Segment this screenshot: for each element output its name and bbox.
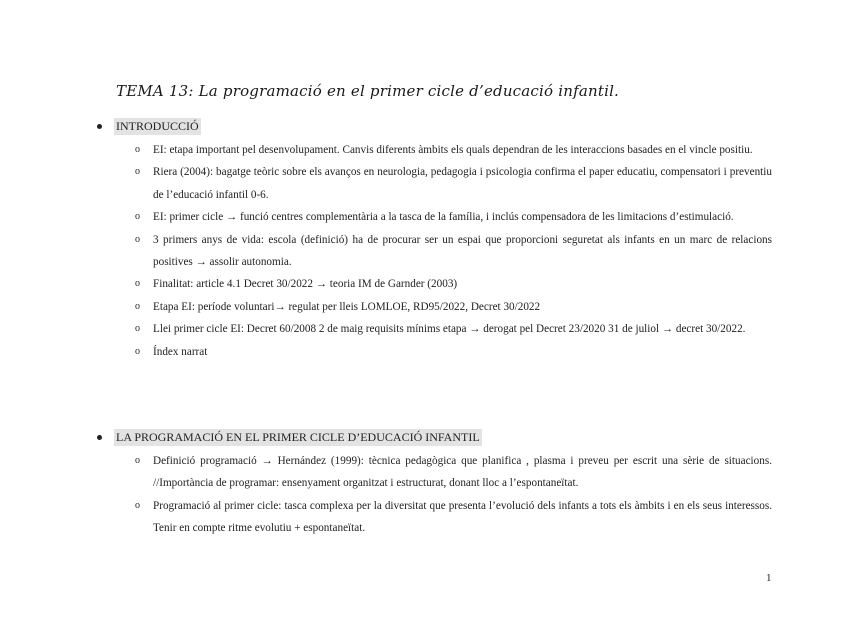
section-heading: INTRODUCCIÓ [116, 118, 199, 133]
page-number: 1 [766, 572, 772, 584]
bullet-icon [97, 435, 102, 440]
section-introduccio [95, 117, 785, 363]
circle-bullet-icon: o [135, 300, 140, 312]
list-item-text: Programació al primer cicle: tasca complexa per la diversitat que presenta l’evolució dels infants a tots els àmbits i en els seus interessos. Tenir en compte ritme evolutiu + espontaneïtat. [153, 499, 772, 535]
list-item-text: Finalitat: article 4.1 Decret 30/2022 → teoria IM de Garnder (2003) [153, 278, 458, 291]
sub-list [95, 139, 785, 363]
page-title: TEMA 13: La programació en el primer cicle d’educació infantil. [116, 82, 620, 100]
list-item [95, 318, 772, 340]
list-item [95, 161, 772, 206]
bullet-icon [97, 124, 102, 129]
circle-bullet-icon: o [135, 211, 140, 223]
list-item-text: Etapa EI: període voluntari→ regulat per lleis LOMLOE, RD95/2022, Decret 30/2022 [153, 300, 541, 313]
list-item-text: EI: primer cicle → funció centres complementària a la tasca de la família, i inclús compensadora de les limitacions d’estimulació. [153, 211, 734, 224]
circle-bullet-icon: o [135, 499, 140, 511]
list-item [95, 229, 772, 274]
list-item-text: Índex narrat [153, 345, 208, 358]
circle-bullet-icon: o [135, 166, 140, 178]
list-item [95, 495, 772, 540]
list-item [95, 450, 772, 495]
sub-list [95, 450, 785, 540]
list-item [95, 206, 772, 228]
section-heading-row [95, 117, 785, 135]
section-heading-row [95, 428, 785, 446]
circle-bullet-icon: o [135, 455, 140, 466]
list-item-text: 3 primers anys de vida: escola (definició) ha de procurar ser un espai que proporcioni seguretat als infants en un marc de relacions positives → assolir autonomia. [153, 233, 772, 269]
circle-bullet-icon: o [135, 144, 140, 155]
circle-bullet-icon: o [135, 345, 140, 357]
list-item [95, 139, 772, 161]
list-item-text: Definició programació → Hernández (1999): tècnica pedagògica que planifica , plasma i preveu per escrit una sèrie de situacions. //Importància de programar: ensenyament organitzat i estructurat, donant lloc a l’espontaneïtat. [153, 455, 772, 490]
section-programacio [95, 428, 785, 540]
list-item [95, 273, 772, 295]
circle-bullet-icon: o [135, 323, 140, 335]
circle-bullet-icon: o [135, 278, 140, 290]
list-item [95, 341, 772, 363]
list-item-text: Riera (2004): bagatge teòric sobre els avanços en neurologia, pedagogia i psicologia confirma el paper educatiu, compensatori i preventiu de l’educació infantil 0-6. [153, 166, 772, 201]
list-item-text: Llei primer cicle EI: Decret 60/2008 2 de maig requisits mínims etapa → derogat pel Decret 23/2020 31 de juliol → decret 30/2022. [153, 323, 746, 336]
circle-bullet-icon: o [135, 233, 140, 245]
list-item [95, 296, 772, 318]
list-item-text: EI: etapa important pel desenvolupament. Canvis diferents àmbits els quals dependran de les interaccions basades en el vincle positiu. [153, 144, 753, 156]
section-heading: LA PROGRAMACIÓ EN EL PRIMER CICLE D’EDUCACIÓ INFANTIL [116, 429, 480, 444]
